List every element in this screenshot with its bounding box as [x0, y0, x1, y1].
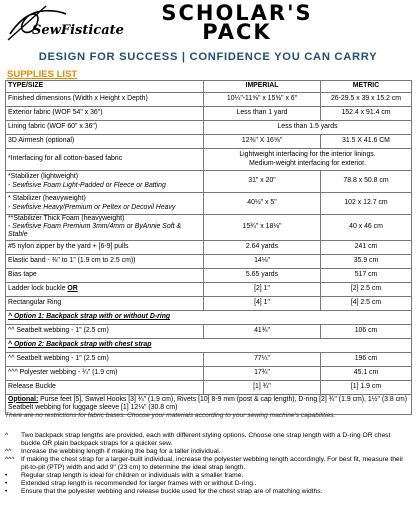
section-row	[6, 338, 412, 352]
cell-metric: 241 cm	[321, 240, 412, 254]
table-row	[6, 135, 412, 149]
cell-metric: 78.8 x 50.8 cm	[321, 171, 412, 193]
cell-merged-line: Medium-weight interfacing for exterior.	[249, 159, 366, 167]
cell-type: Bias tape	[6, 268, 204, 282]
footnote-text: Two backpack strap lengths are provided, each with different styling options. Choose one strap length with a D-ring OR chest buckle OR plain backpack straps for a quicker sew.	[21, 432, 391, 447]
cell-type: Lining fabric (WOF 60" x 36")	[6, 121, 204, 135]
footnote-item	[5, 480, 411, 488]
cell-imperial: [4] 1"	[204, 296, 321, 310]
table-row	[6, 107, 412, 121]
table-row	[6, 296, 412, 310]
cell-type: Release Buckle	[6, 380, 204, 394]
fabric-note: There are no restrictions for fabric bases. Choose your materials according to your sewing machine's capabilities.	[5, 412, 336, 419]
cell-imperial: 31" x 20"	[204, 171, 321, 193]
cell-type: Elastic band - ⅜" to 1" (1.9 cm to 2.5 cm))	[6, 254, 204, 268]
cell-imperial: 15¾" x 18⅛"	[204, 215, 321, 241]
logo-text: SewFisticated	[32, 23, 124, 38]
page-title-line1: SCHOLAR'S	[161, 1, 313, 25]
cell-type	[6, 282, 204, 296]
optional-text: Purse feet [5], Swivel Hooks [3] ¾" (1.9 cm), Rivets [10] 8-9 mm (post & cap length), D-ring [2] ¾" (1.9 cm), 1½" (3.8 cm) Seatbelt webbing for luggage sleeve [1] 12⅛" (30.8 cm)	[8, 395, 408, 412]
table-row	[6, 324, 412, 338]
supplies-table	[5, 80, 412, 415]
table-row	[6, 366, 412, 380]
cell-metric: 152.4 x 91.4 cm	[321, 107, 412, 121]
cell-type-main: *Stabilizer (lightweight)	[8, 173, 79, 181]
cell-type: ^^^ Polyester webbing - ¾" (1.9 cm)	[6, 366, 204, 380]
cell-type-or: OR	[67, 285, 78, 292]
footnote-mark: ^^	[5, 448, 12, 455]
table-row	[6, 254, 412, 268]
cell-type-sub: - Sewfisive Heavy/Premium or Peltex or Decovil Heavy	[8, 203, 176, 211]
cell-type: ^^ Seatbelt webbing - 1" (2.5 cm)	[6, 324, 204, 338]
table-row	[6, 215, 412, 241]
col-header-metric: METRIC	[321, 81, 412, 93]
cell-imperial: 41¾"	[204, 324, 321, 338]
cell-metric: 106 cm	[321, 324, 412, 338]
cell-metric: 45.1 cm	[321, 366, 412, 380]
cell-metric: 196 cm	[321, 352, 412, 366]
table-row	[6, 193, 412, 215]
cell-metric: 31.5 X 41.6 CM	[321, 135, 412, 149]
supplies-list-heading: SUPPLIES LIST	[7, 69, 78, 80]
table-row	[6, 121, 412, 135]
footnote-text: Increase the webbing length if making the bag for a taller individual.	[21, 448, 221, 455]
cell-imperial: [2] 1"	[204, 282, 321, 296]
cell-type: *Interfacing for all cotton-based fabric	[6, 149, 204, 171]
footnotes	[5, 432, 411, 496]
cell-metric: 102 x 12.7 cm	[321, 193, 412, 215]
footnote-mark: •	[5, 472, 8, 479]
cell-metric: [4] 2.5 cm	[321, 296, 412, 310]
cell-type	[6, 193, 204, 215]
cell-type: Finished dimensions (Width x Height x Depth)	[6, 93, 204, 107]
section-option-1: ^ Option 1: Backpack strap with or without D-ring	[6, 310, 412, 324]
cell-type	[6, 171, 204, 193]
footnote-item	[5, 472, 411, 480]
brand-logo	[6, 4, 124, 44]
section-option-2: ^ Option 2: Backpack strap with chest strap	[6, 338, 412, 352]
cell-type: Exterior fabric (WOF 54" x 36")	[6, 107, 204, 121]
cell-type: 3D Airmesh (optional)	[6, 135, 204, 149]
cell-imperial: 12⅜" X 16⅝"	[204, 135, 321, 149]
footnote-item	[5, 488, 411, 496]
cell-type: Rectangular Ring	[6, 296, 204, 310]
cell-imperial: 17¾"	[204, 366, 321, 380]
cell-metric: 26-29.5 x 39 x 15.2 cm	[321, 93, 412, 107]
optional-label: Optional:	[8, 395, 39, 403]
tagline: DESIGN FOR SUCCESS | CONFIDENCE YOU CAN CARRY	[38, 51, 378, 63]
footnote-text: Extended strap length is recommended for larger frames with or without D-ring..	[21, 480, 257, 487]
footnote-text: Ensure that the polyester webbing and release buckle used for the chest strap are of matching widths.	[21, 488, 323, 495]
cell-imperial: 77¼"	[204, 352, 321, 366]
cell-imperial: [1] ¾"	[204, 380, 321, 394]
cell-imperial: 2.64 yards	[204, 240, 321, 254]
page-title-line2: PACK	[202, 20, 272, 44]
table-row	[6, 352, 412, 366]
cell-type-main: * Stabilizer (heavyweight)	[8, 195, 86, 203]
table-row	[6, 240, 412, 254]
footnote-mark: ^^^	[5, 456, 15, 463]
table-header-row	[6, 81, 412, 93]
cell-type-sub: - Sewfisive Foam Light-Padded or Fleece or Batting	[8, 181, 166, 189]
cell-merged-line: Lightweight interfacing for the interior linings.	[239, 151, 376, 159]
footnote-mark: •	[5, 488, 8, 495]
cell-metric: 517 cm	[321, 268, 412, 282]
section-row	[6, 310, 412, 324]
cell-type-sub: - Sewfisive Foam Premium 3mm/4mm or ByAnnie Soft & Stable	[8, 223, 182, 239]
footnote-text: Regular strap length is ideal for children or individuals with a smaller frame.	[21, 472, 244, 479]
cell-type-main: **Stabilizer Thick Foam (heavyweight)	[8, 215, 125, 222]
cell-type: #5 nylon zipper by the yard + [6-9] pulls	[6, 240, 204, 254]
needle-thread-icon	[6, 4, 124, 44]
table-row	[6, 380, 412, 394]
col-header-type: TYPE/SIZE	[6, 81, 204, 93]
table-row	[6, 149, 412, 171]
table-row	[6, 268, 412, 282]
table-row	[6, 93, 412, 107]
cell-imperial: 10¼"-11⅝" x 15⅝" x 6"	[204, 93, 321, 107]
footnote-item	[5, 448, 411, 456]
footnote-mark: •	[5, 480, 8, 487]
cell-type: ^^ Seatbelt webbing - 1" (2.5 cm)	[6, 352, 204, 366]
table-row	[6, 171, 412, 193]
cell-metric: 40 x 46 cm	[321, 215, 412, 241]
col-header-imperial: IMPERIAL	[204, 81, 321, 93]
cell-merged	[204, 149, 412, 171]
page-header	[0, 0, 416, 68]
footnote-item	[5, 456, 411, 472]
cell-metric: [2] 2.5 cm	[321, 282, 412, 296]
cell-type-text: Ladder lock buckle	[8, 285, 68, 292]
cell-imperial: 14⅛"	[204, 254, 321, 268]
cell-metric: [1] 1.9 cm	[321, 380, 412, 394]
footnote-text: If making the chest strap for a larger-built individual, increase the polyester webbing length accordingly. For best fit, measure their pit-to-pit (PTP) width and add 9" (23 cm) to determine the ideal strap length.	[21, 456, 404, 471]
cell-imperial: Less than 1 yard	[204, 107, 321, 121]
cell-imperial: 5.65 yards	[204, 268, 321, 282]
footnote-item	[5, 432, 411, 448]
cell-imperial: 40½" x 5"	[204, 193, 321, 215]
table-row	[6, 282, 412, 296]
footnote-mark: ^	[5, 432, 9, 439]
cell-merged: Less than 1.5 yards	[204, 121, 412, 135]
cell-metric: 35.9 cm	[321, 254, 412, 268]
cell-type	[6, 215, 204, 241]
